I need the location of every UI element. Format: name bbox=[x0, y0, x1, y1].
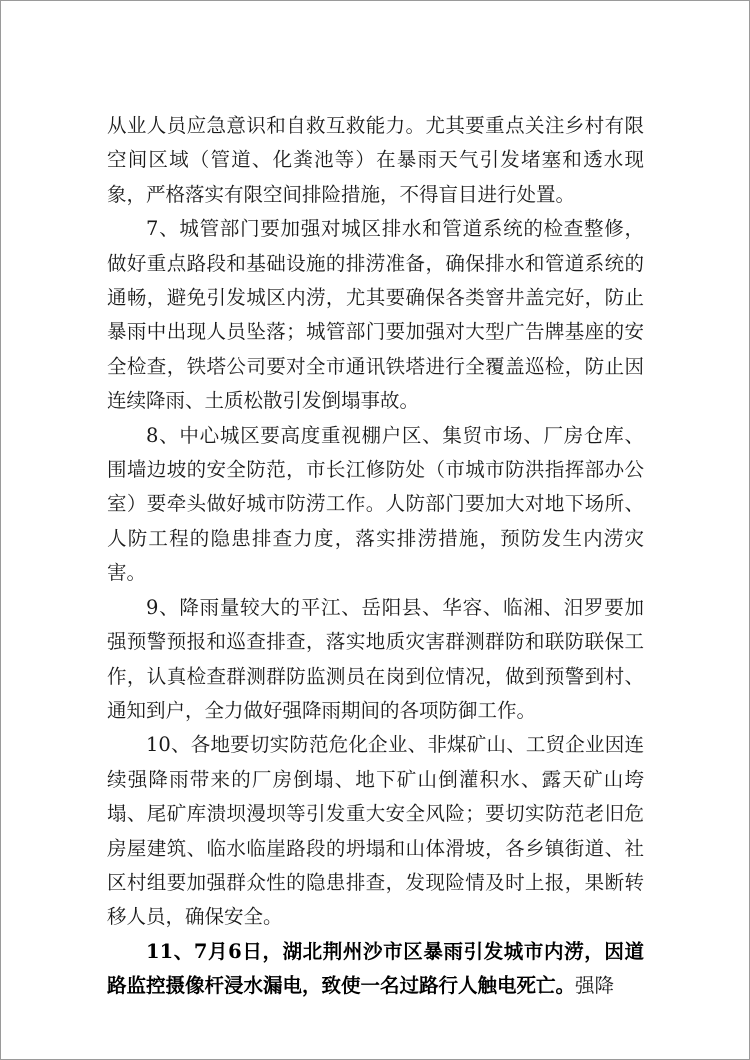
paragraph-item-7: 7、城管部门要加强对城区排水和管道系统的检查整修，做好重点路段和基础设施的排涝准备，确保排水和管道系统的通畅，避免引发城区内涝，尤其要确保各类窨井盖完好，防止暴雨中出现人员坠落；城管部门要加强对大型广告牌基座的安全检查，铁塔公司要对全市通讯铁塔进行全覆盖巡检，防止因连续降雨、土质松散引发倒塌事故。 bbox=[107, 217, 644, 413]
paragraph-item-11-bold: 11、7月6日，湖北荆州沙市区暴雨引发城市内涝，因道路监控摄像杆浸水漏电，致使一名过路行人触电死亡。 bbox=[107, 939, 644, 998]
paragraph-item-11 bbox=[107, 935, 644, 1004]
paragraph-item-11-rest: 强降 bbox=[575, 974, 615, 998]
paragraph-item-9: 9、降雨量较大的平江、岳阳县、华容、临湘、汨罗要加强预警预报和巡查排查，落实地质灾害群测群防和联防联保工作，认真检查群测群防监测员在岗到位情况，做到预警到村、通知到户，全力做好强降雨期间的各项防御工作。 bbox=[107, 595, 644, 722]
document-body bbox=[107, 109, 644, 1004]
paragraph-continued: 从业人员应急意识和自救互救能力。尤其要重点关注乡村有限空间区域（管道、化粪池等）在暴雨天气引发堵塞和透水现象，严格落实有限空间排险措施，不得盲目进行处置。 bbox=[107, 114, 644, 206]
paragraph-item-10: 10、各地要切实防范危化企业、非煤矿山、工贸企业因连续强降雨带来的厂房倒塌、地下矿山倒灌积水、露天矿山垮塌、尾矿库溃坝漫坝等引发重大安全风险；要切实防范老旧危房屋建筑、临水临崖路段的坍塌和山体滑坡，各乡镇街道、社区村组要加强群众性的隐患排查，发现险情及时上报，果断转移人员，确保安全。 bbox=[107, 733, 644, 929]
paragraph-item-8: 8、中心城区要高度重视棚户区、集贸市场、厂房仓库、围墙边坡的安全防范，市长江修防处（市城市防洪指挥部办公室）要牵头做好城市防涝工作。人防部门要加大对地下场所、人防工程的隐患排查力度，落实排涝措施，预防发生内涝灾害。 bbox=[107, 423, 644, 585]
